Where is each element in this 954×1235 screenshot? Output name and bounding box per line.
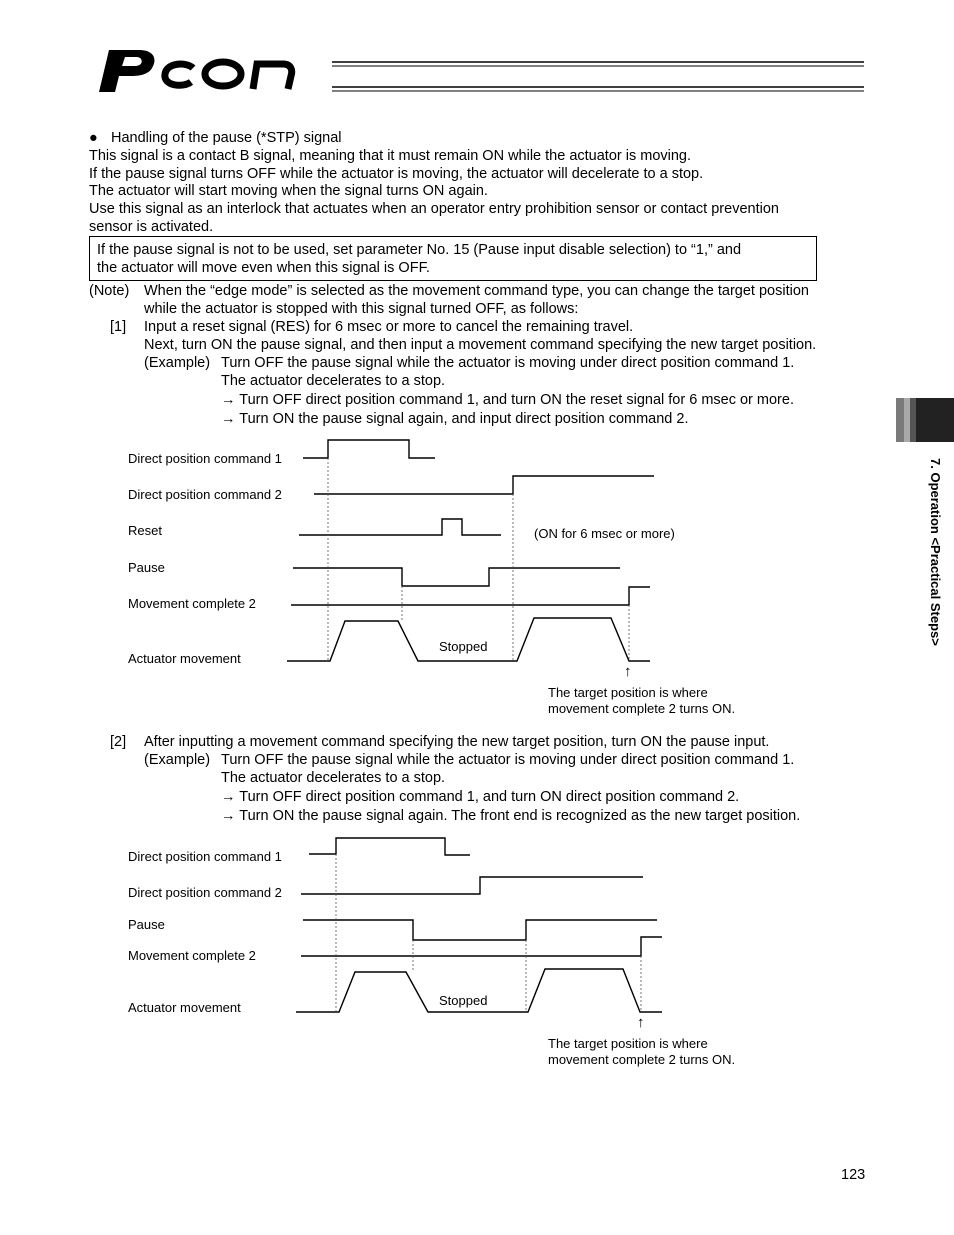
notebox-line: the actuator will move even when this signal is OFF. — [97, 260, 430, 276]
note-tag: (Note) — [89, 283, 130, 299]
chart2-arrow: ↑ — [637, 1014, 645, 1031]
chart1-target-note: movement complete 2 turns ON. — [548, 701, 736, 716]
chart2-label-dpc2: Direct position command 2 — [128, 885, 282, 900]
chart1-wave-dpc1 — [303, 440, 435, 458]
chart2-stopped: Stopped — [439, 993, 488, 1008]
pcon-logo-graphic — [95, 44, 335, 96]
chapter-tab-label: 7. Operation <Practical Steps> — [928, 458, 943, 646]
step1-num: [1] — [110, 319, 127, 335]
step2-example: → Turn OFF direct position command 1, and turn ON direct position command 2. — [221, 789, 740, 805]
intro-line: sensor is activated. — [89, 219, 214, 235]
chart2-target-note: movement complete 2 turns ON. — [548, 1052, 736, 1067]
step1-example-tag: (Example) — [144, 355, 211, 371]
step1-example: → Turn OFF direct position command 1, and turn ON the reset signal for 6 msec or more. — [221, 392, 794, 408]
chart1-label-reset: Reset — [128, 523, 162, 538]
intro-line: The actuator will start moving when the signal turns ON again. — [89, 183, 488, 199]
note-line: while the actuator is stopped with this signal turned OFF, as follows: — [144, 301, 579, 317]
bullet-dot: ● — [89, 130, 98, 146]
chart1-label-dpc2: Direct position command 2 — [128, 487, 282, 502]
step1-line: Next, turn ON the pause signal, and then input a movement command specifying the new target position. — [144, 337, 817, 353]
bullet-title: Handling of the pause (*STP) signal — [111, 130, 342, 146]
chart2-label-pause: Pause — [128, 917, 165, 932]
chart2-target-note: The target position is where — [548, 1036, 708, 1051]
step2-line: After inputting a movement command specifying the new target position, turn ON the pause input. — [144, 734, 770, 750]
pcon-logo — [95, 44, 335, 96]
step2-num: [2] — [110, 734, 127, 750]
intro-line: Use this signal as an interlock that actuates when an operator entry prohibition sensor or contact prevention — [89, 201, 779, 217]
chart1-label-pause: Pause — [128, 560, 165, 575]
chart2-wave-dpc2 — [301, 877, 643, 894]
chart2-label-complete: Movement complete 2 — [128, 948, 256, 963]
chart1-target-note: The target position is where — [548, 685, 708, 700]
step2-example: → Turn ON the pause signal again. The front end is recognized as the new target position. — [221, 808, 801, 824]
chart1-stopped: Stopped — [439, 639, 488, 654]
step2-example: Turn OFF the pause signal while the actuator is moving under direct position command 1. — [221, 752, 795, 768]
chart1-reset-note: (ON for 6 msec or more) — [534, 526, 675, 541]
step1-example: The actuator decelerates to a stop. — [221, 373, 446, 389]
note-line: When the “edge mode” is selected as the movement command type, you can change the target position — [144, 283, 809, 299]
header-rule-lines — [332, 60, 864, 94]
notebox-line: If the pause signal is not to be used, set parameter No. 15 (Pause input disable selection) to “1,” and — [97, 242, 742, 258]
chart1-label-complete: Movement complete 2 — [128, 596, 256, 611]
intro-line: This signal is a contact B signal, meaning that it must remain ON while the actuator is moving. — [89, 148, 692, 164]
chart1-arrow: ↑ — [624, 663, 632, 680]
step1-example: Turn OFF the pause signal while the actuator is moving under direct position command 1. — [221, 355, 795, 371]
step2-example-tag: (Example) — [144, 752, 211, 768]
chart1-wave-reset — [299, 519, 501, 535]
chart1-wave-complete — [291, 587, 650, 605]
step2-example: The actuator decelerates to a stop. — [221, 770, 446, 786]
chart1-label-actuator: Actuator movement — [128, 651, 241, 666]
chart2-wave-dpc1 — [309, 838, 470, 855]
chart2-wave-complete — [301, 937, 662, 956]
step1-example: → Turn ON the pause signal again, and input direct position command 2. — [221, 411, 689, 427]
chart1-label-dpc1: Direct position command 1 — [128, 451, 282, 466]
page-number: 123 — [841, 1167, 866, 1183]
chart2-label-dpc1: Direct position command 1 — [128, 849, 282, 864]
header-rule — [332, 60, 864, 94]
chart1-wave-pause — [293, 568, 620, 586]
chapter-tab-graphic — [896, 398, 954, 442]
chart1-wave-dpc2 — [314, 476, 654, 494]
step1-line: Input a reset signal (RES) for 6 msec or more to cancel the remaining travel. — [144, 319, 634, 335]
chapter-tab — [896, 398, 954, 442]
chart2-label-actuator: Actuator movement — [128, 1000, 241, 1015]
intro-line: If the pause signal turns OFF while the actuator is moving, the actuator will decelerate to a stop. — [89, 166, 704, 182]
chart2-wave-pause — [303, 920, 657, 940]
